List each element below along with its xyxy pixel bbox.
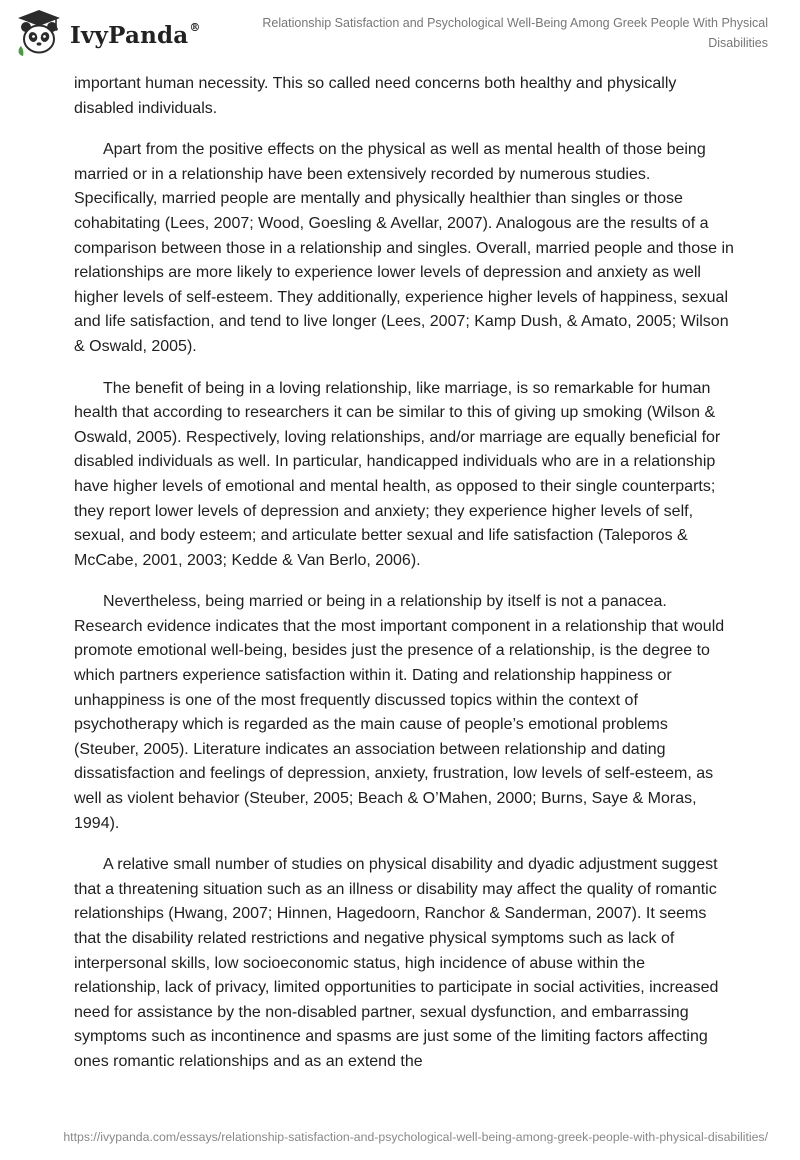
essay-body — [74, 72, 734, 1092]
logo-wordmark: IvyPanda® — [70, 20, 201, 49]
paragraph: important human necessity. This so called need concerns both healthy and physically disabled individuals. — [74, 75, 677, 117]
paragraph: Apart from the positive effects on the physical as well as mental health of those being married or in a relationship have been extensively recorded by numerous studies. Specifically, married people are mentally and physically healthier than singles or those cohabitating (Lees, 2007; Wood, Goesling & Avellar, 2007). Analogous are the results of a comparison between those in a relationship and singles. Overall, married people and those in relationships are more likely to experience lower levels of depression and anxiety as well higher levels of self-esteem. They additionally, experience higher levels of happiness, sexual and life satisfaction, and tend to live longer (Lees, 2007; Kamp Dush, & Amato, 2005; Wilson & Oswald, 2005). — [74, 141, 734, 355]
panda-graduate-icon — [14, 8, 64, 58]
document-title: Relationship Satisfaction and Psychological Well-Being Among Greek People With Physical Disabilities — [262, 16, 768, 50]
registered-mark: ® — [189, 20, 201, 34]
paragraph: The benefit of being in a loving relationship, like marriage, is so remarkable for human health that according to researchers it can be similar to this of giving up smoking (Wilson & Oswald, 2005). Respectively, loving relationships, and/or marriage are equally beneficial for disabled individuals as well. In particular, handicapped individuals who are in a relationship have higher levels of emotional and mental health, as opposed to their single counterparts; they report lower levels of depression and anxiety; they experience higher levels of self, sexual, and body esteem; and articulate better sexual and life satisfaction (Taleporos & McCabe, 2001, 2003; Kedde & Van Berlo, 2006). — [74, 379, 721, 569]
source-url[interactable]: https://ivypanda.com/essays/relationship-satisfaction-and-psychological-well-being-among-greek-people-with-physical-disabilities/ — [63, 1130, 768, 1144]
page-header — [0, 0, 800, 66]
ivypanda-logo[interactable] — [14, 8, 201, 58]
paragraph: Nevertheless, being married or being in a relationship by itself is not a panacea. Research evidence indicates that the most important component in a relationship that would promote emotional well-being, besides just the presence of a relationship, is the degree to which partners experience satisfaction within it. Dating and relationship happiness or unhappiness is one of the most frequently discussed topics within the context of psychotherapy which is regarded as the main cause of people’s emotional problems (Steuber, 2005). Literature indicates an association between relationship and dating dissatisfaction and feelings of depression, anxiety, frustration, low levels of self-esteem, as well as violent behavior (Steuber, 2005; Beach & O’Mahen, 2000; Burns, Saye & Moras, 1994). — [74, 593, 725, 832]
paragraph: A relative small number of studies on physical disability and dyadic adjustment suggest that a threatening situation such as an illness or disability may affect the quality of romantic relationships (Hwang, 2007; Hinnen, Hagedoorn, Ranchor & Sanderman, 2007). It seems that the disability related restrictions and negative physical symptoms such as lack of interpersonal skills, low socioeconomic status, high incidence of abuse within the relationship, lack of privacy, limited opportunities to participate in social activities, increased need for assistance by the non-disabled partner, sexual dysfunction, and embarrassing symptoms such as incontinence and spasms are just some of the limiting factors affecting ones romantic relationships and as an extend the — [74, 856, 719, 1070]
